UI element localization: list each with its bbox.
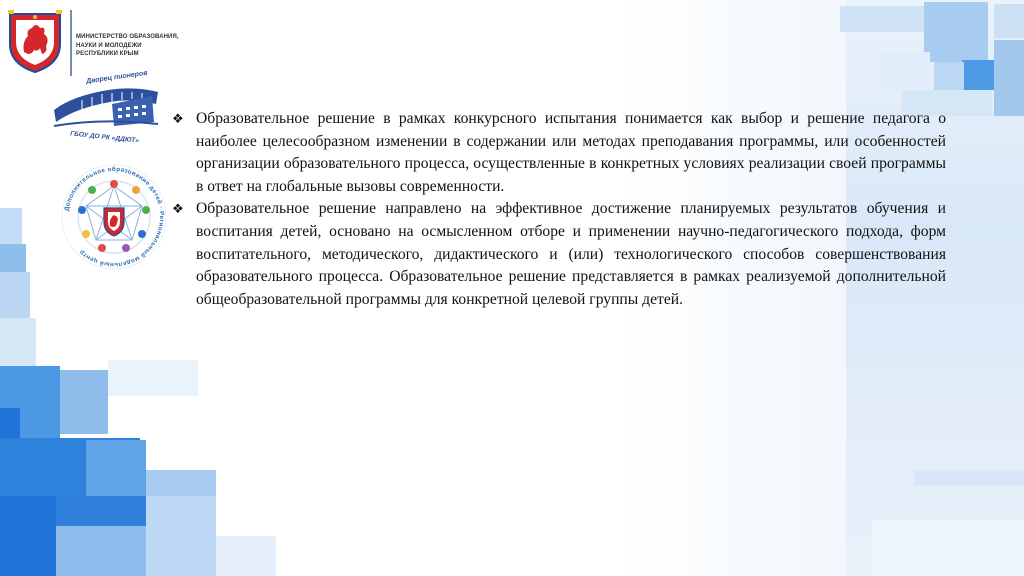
ministry-line-2: НАУКИ И МОЛОДЕЖИ: [76, 42, 142, 49]
bullet-item-2: [172, 198, 946, 311]
palace-building-icon: [52, 82, 162, 132]
bullet-item-1: [172, 108, 946, 198]
ministry-line-1: МИНИСТЕРСТВО ОБРАЗОВАНИЯ,: [76, 34, 179, 40]
palace-of-pioneers-logo: [52, 69, 162, 154]
ministry-logo-block: [4, 6, 214, 74]
ministry-title: [76, 33, 216, 59]
palace-arc-title: Дворец пионеров: [85, 69, 148, 86]
ministry-divider: [70, 10, 72, 76]
palace-subtitle: ГБОУ ДО РК «ДДЮТ»: [69, 130, 140, 145]
svg-text:Дополнительное образование дет: [63, 166, 165, 268]
model-center-ring-label: Дополнительное образование детей · Региональный модельный центр: [63, 165, 166, 269]
diamond-bullet-icon: ❖: [172, 111, 184, 126]
model-center-ring-text: [58, 162, 170, 272]
bullet-text-2: Образовательное решение направлено на эффективное достижение планируемых результатов обучения и воспитания детей, основано на осмысленном отборе и применении научно-педагогического подхода, форм воспитательного, методического, дидактического и (или) технологического способов совершенствования образовательного процесса. Образовательное решение представляется в рамках реализуемой дополнительной общеобразовательной программы для конкретной целевой группы детей.: [196, 200, 946, 308]
crimea-crest-icon: [4, 8, 66, 74]
diamond-bullet-icon: ❖: [172, 201, 184, 217]
slide-content: [172, 108, 946, 311]
ministry-line-3: РЕСПУБЛИКИ КРЫМ: [76, 51, 139, 57]
regional-model-center-logo: [58, 162, 170, 272]
bullet-text-1: Образовательное решение в рамках конкурсного испытания понимается как выбор и решение педагога о наиболее целесообразном изменении в содержании или методах преподавания программы, или особенностей организации образовательного процесса, осуществленные в конкретных условиях реализации своей программы в ответ на глобальные вызовы современности.: [196, 110, 946, 195]
